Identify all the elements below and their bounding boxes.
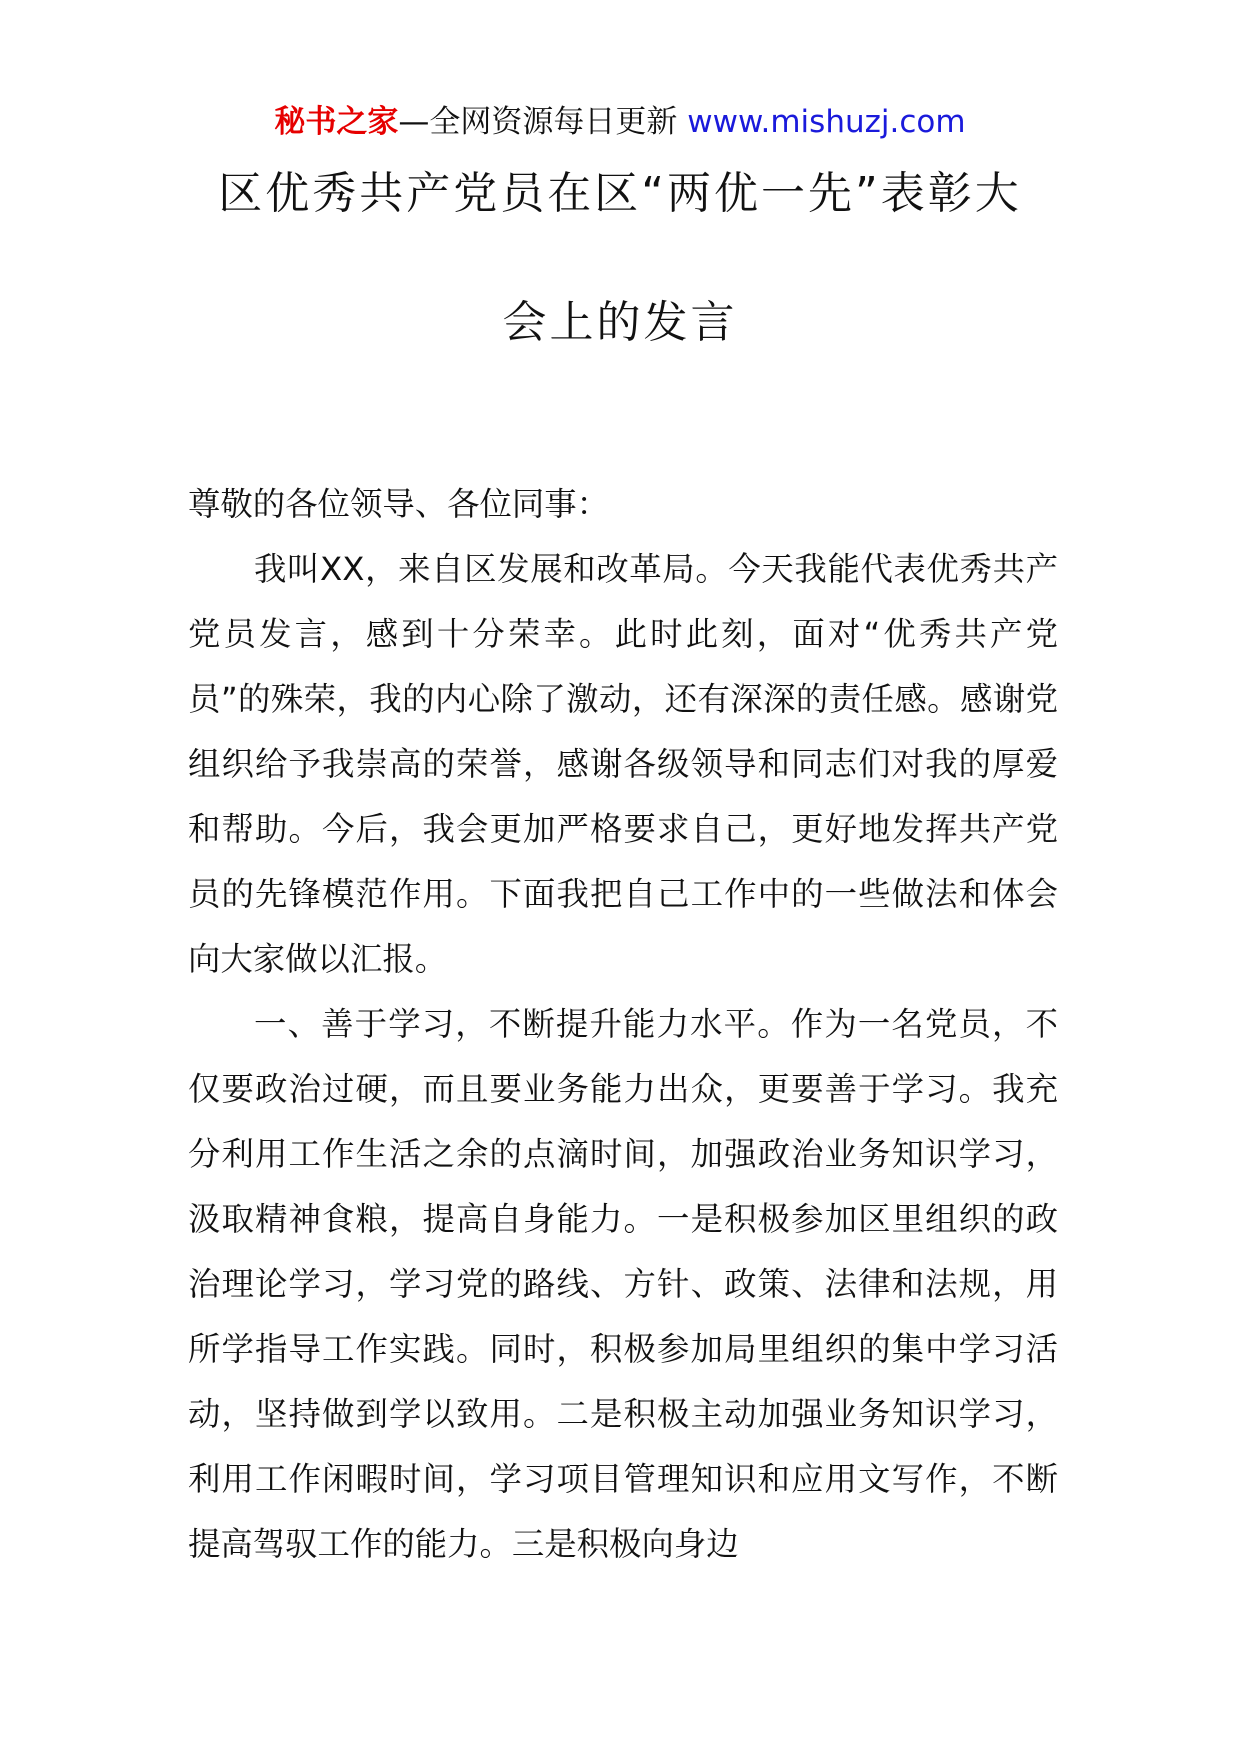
paragraph-intro: 我叫XX，来自区发展和改革局。今天我能代表优秀共产党员发言，感到十分荣幸。此时此刻，面对“优秀共产党员”的殊荣，我的内心除了激动，还有深深的责任感。感谢党组织给予我崇高的荣誉，感谢各级领导和同志们对我的厚爱和帮助。今后，我会更加严格要求自己，更好地发挥共产党员的先锋模范作用。下面我把自己工作中的一些做法和体会向大家做以汇报。 <box>188 550 1058 978</box>
document-title-line-1: 区优秀共产党员在区“两优一先”表彰大 <box>218 168 1022 219</box>
brand-name: 秘书之家 <box>274 104 399 140</box>
document-title-line-2: 会上的发言 <box>502 297 738 348</box>
site-header <box>0 100 1240 144</box>
salutation-text: 尊敬的各位领导、各位同事： <box>188 485 610 523</box>
header-tagline: —全网资源每日更新 <box>398 104 688 140</box>
site-url-link[interactable]: www.mishuzj.com <box>687 104 966 140</box>
salutation <box>188 472 1058 537</box>
document-body <box>188 537 1058 1577</box>
paragraph-section-1: 一、善于学习，不断提升能力水平。作为一名党员，不仅要政治过硬，而且要业务能力出众，更要善于学习。我充分利用工作生活之余的点滴时间，加强政治业务知识学习，汲取精神食粮，提高自身能力。一是积极参加区里组织的政治理论学习，学习党的路线、方针、政策、法律和法规，用所学指导工作实践。同时，积极参加局里组织的集中学习活动，坚持做到学以致用。二是积极主动加强业务知识学习，利用工作闲暇时间，学习项目管理知识和应用文写作，不断提高驾驭工作的能力。三是积极向身边 <box>188 1005 1058 1563</box>
